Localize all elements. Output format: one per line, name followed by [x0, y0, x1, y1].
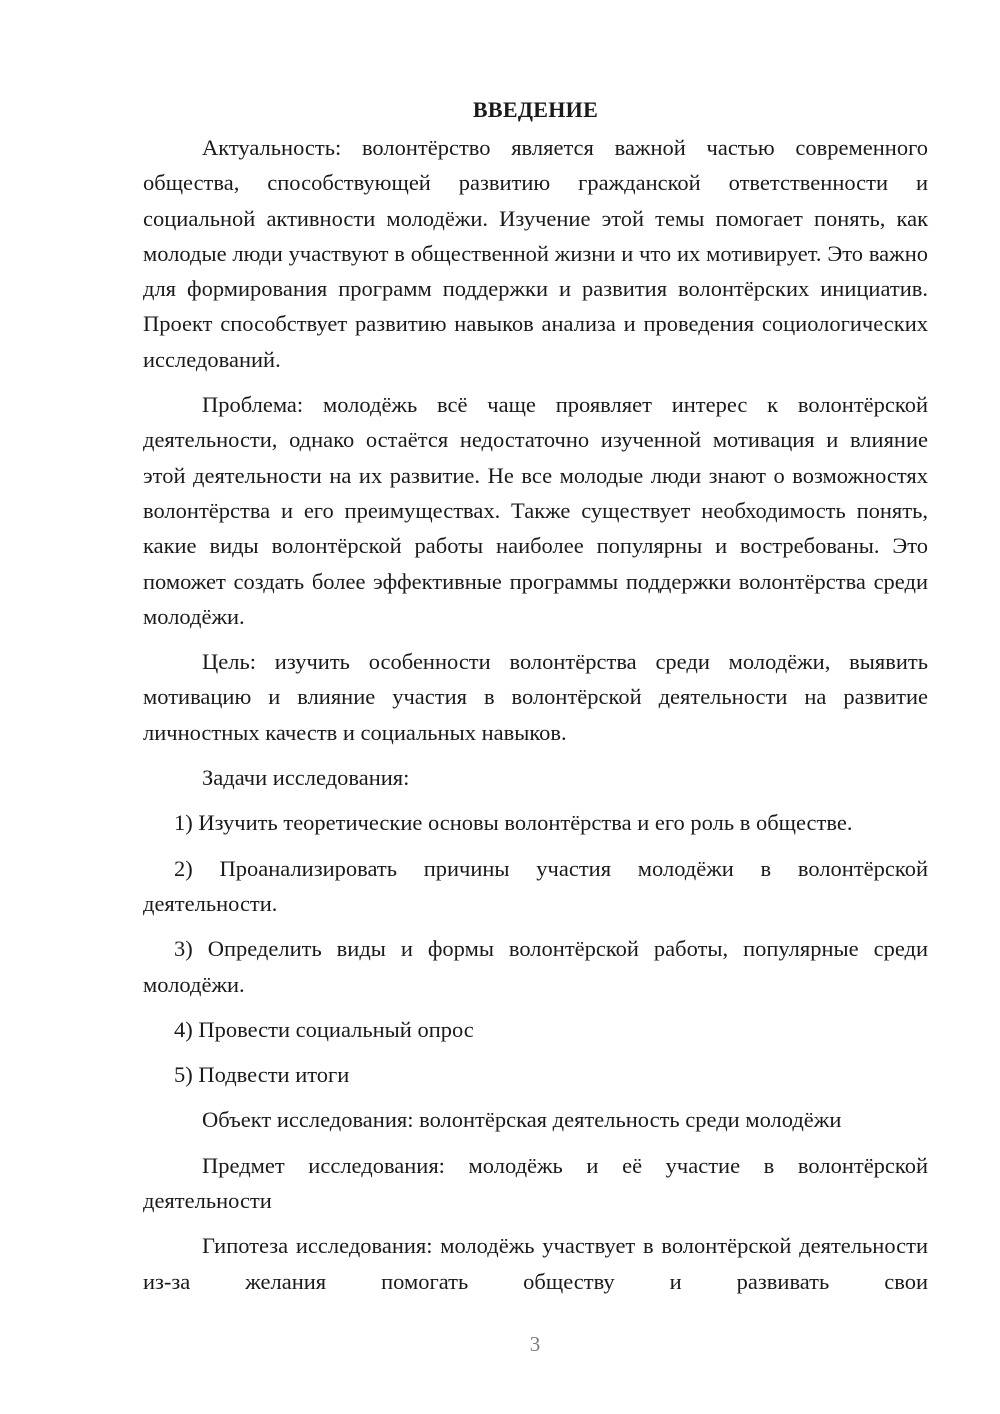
hypothesis-paragraph: Гипотеза исследования: молодёжь участвует в волонтёрской деятельности из-за желания помогать обществу и развивать свои [143, 1233, 928, 1294]
task-item-4: 4) Провести социальный опрос [174, 1016, 474, 1042]
object-paragraph: Объект исследования: волонтёрская деятельность среди молодёжи [202, 1107, 842, 1133]
tasks-heading: Задачи исследования: [202, 765, 410, 791]
relevance-paragraph: Актуальность: волонтёрство является важной частью современного общества, способствующей развитию гражданской ответственности и социальной активности молодёжи. Изучение этой темы помогает понять, как молодые люди участвуют в общественной жизни и что их мотивирует. Это важно для формирования программ поддержки и развития волонтёрских инициатив. Проект способствует развитию навыков анализа и проведения социологических исследований. [143, 135, 928, 372]
document-page [143, 92, 928, 1299]
problem-paragraph: Проблема: молодёжь всё чаще проявляет интерес к волонтёрской деятельности, однако остаётся недостаточно изученной мотивация и влияние этой деятельности на их развитие. Не все молодые люди знают о возможностях волонтёрства и его преимуществах. Также существует необходимость понять, какие виды волонтёрской работы наиболее популярны и востребованы. Это поможет создать более эффективные программы поддержки волонтёрства среди молодёжи. [143, 392, 928, 629]
task-item-5: 5) Подвести итоги [174, 1062, 350, 1088]
goal-paragraph: Цель: изучить особенности волонтёрства среди молодёжи, выявить мотивацию и влияние участия в волонтёрской деятельности на развитие личностных качеств и социальных навыков. [143, 649, 928, 745]
page-number: 3 [529, 1332, 541, 1356]
page-title: ВВЕДЕНИЕ [472, 97, 599, 122]
task-item-2: 2) Проанализировать причины участия молодёжи в волонтёрской деятельности. [143, 855, 928, 916]
subject-paragraph: Предмет исследования: молодёжь и её участие в волонтёрской деятельности [143, 1152, 928, 1214]
task-item-1: 1) Изучить теоретические основы волонтёрства и его роль в обществе. [174, 810, 853, 836]
task-item-3: 3) Определить виды и формы волонтёрской работы, популярные среди молодёжи. [143, 936, 928, 997]
